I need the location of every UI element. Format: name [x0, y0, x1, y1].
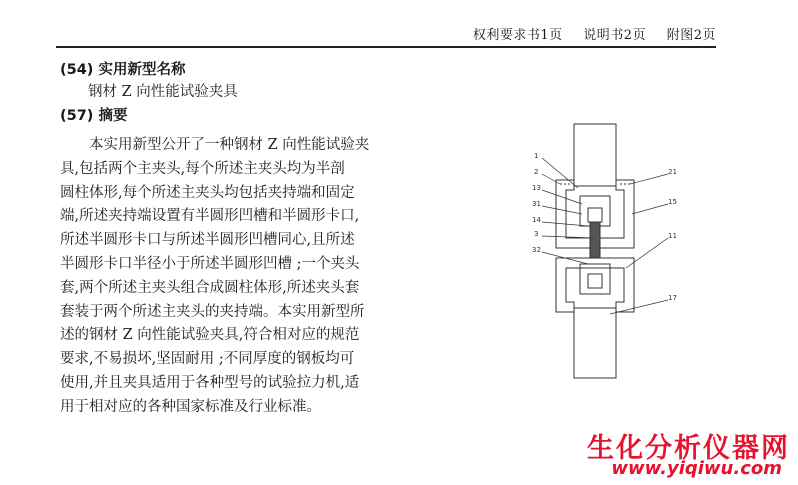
site-watermark: [560, 426, 790, 478]
abstract-section-heading: (57) 摘要: [60, 108, 128, 124]
abstract-line: 本实用新型公开了一种钢材 Z 向性能试验夹: [89, 137, 370, 153]
abstract-line: 用于相对应的各种国家标准及行业标准。: [60, 398, 321, 415]
abstract-body: [60, 134, 408, 420]
fixture-drawing: [530, 118, 680, 388]
abstract-line: 具,包括两个主夹头,每个所述主夹头均为半剖: [60, 160, 345, 177]
abstract-line: 套装于两个所述主夹头的夹持端。本实用新型所: [60, 303, 365, 320]
abstract-line: 套,两个所述主夹头组合成圆柱体形,所述夹头套: [60, 279, 360, 296]
figure-label: 31: [532, 200, 541, 208]
figure-label: 11: [668, 232, 677, 240]
header-page-counts: [457, 24, 716, 43]
abstract-line: 圆柱体形,每个所述主夹头均包括夹持端和固定: [60, 184, 355, 201]
figure-label: 1: [534, 152, 539, 160]
figure-label: 3: [534, 230, 539, 238]
page-header: [0, 0, 798, 47]
figure-label: 2: [534, 168, 539, 176]
claims-page-count: 权利要求书1页: [472, 28, 563, 43]
description-page-count: 说明书2页: [583, 28, 647, 43]
abstract-line: 述的钢材 Z 向性能试验夹具,符合相对应的规范: [60, 327, 360, 344]
figure-label: 32: [532, 246, 541, 254]
figure-label: 21: [668, 168, 677, 176]
figure-label: 17: [668, 294, 677, 302]
header-rule: [56, 46, 716, 48]
figure-label: 15: [668, 198, 677, 206]
drawings-page-count: 附图2页: [666, 28, 716, 43]
figure-label: 14: [532, 216, 541, 224]
abstract-line: 所述半圆形卡口与所述半圆形凹槽同心,且所述: [60, 232, 355, 249]
title-section-heading: (54) 实用新型名称: [60, 62, 186, 78]
abstract-line: 要求,不易损坏,坚固耐用 ;不同厚度的钢板均可: [60, 351, 355, 368]
figure-label: 13: [532, 184, 541, 192]
watermark-site-name: 生化分析仪器网: [587, 433, 790, 464]
watermark-url: www.yiqiwu.com: [611, 458, 782, 479]
abstract-line: 半圆形卡口半径小于所述半圆形凹槽 ;一个夹头: [60, 255, 360, 272]
utility-model-title: 钢材 Z 向性能试验夹具: [88, 84, 238, 100]
abstract-line: 使用,并且夹具适用于各种型号的试验拉力机,适: [60, 374, 360, 391]
abstract-line: 端,所述夹持端设置有半圆形凹槽和半圆形卡口,: [60, 208, 360, 225]
figure-labels: [530, 118, 680, 388]
